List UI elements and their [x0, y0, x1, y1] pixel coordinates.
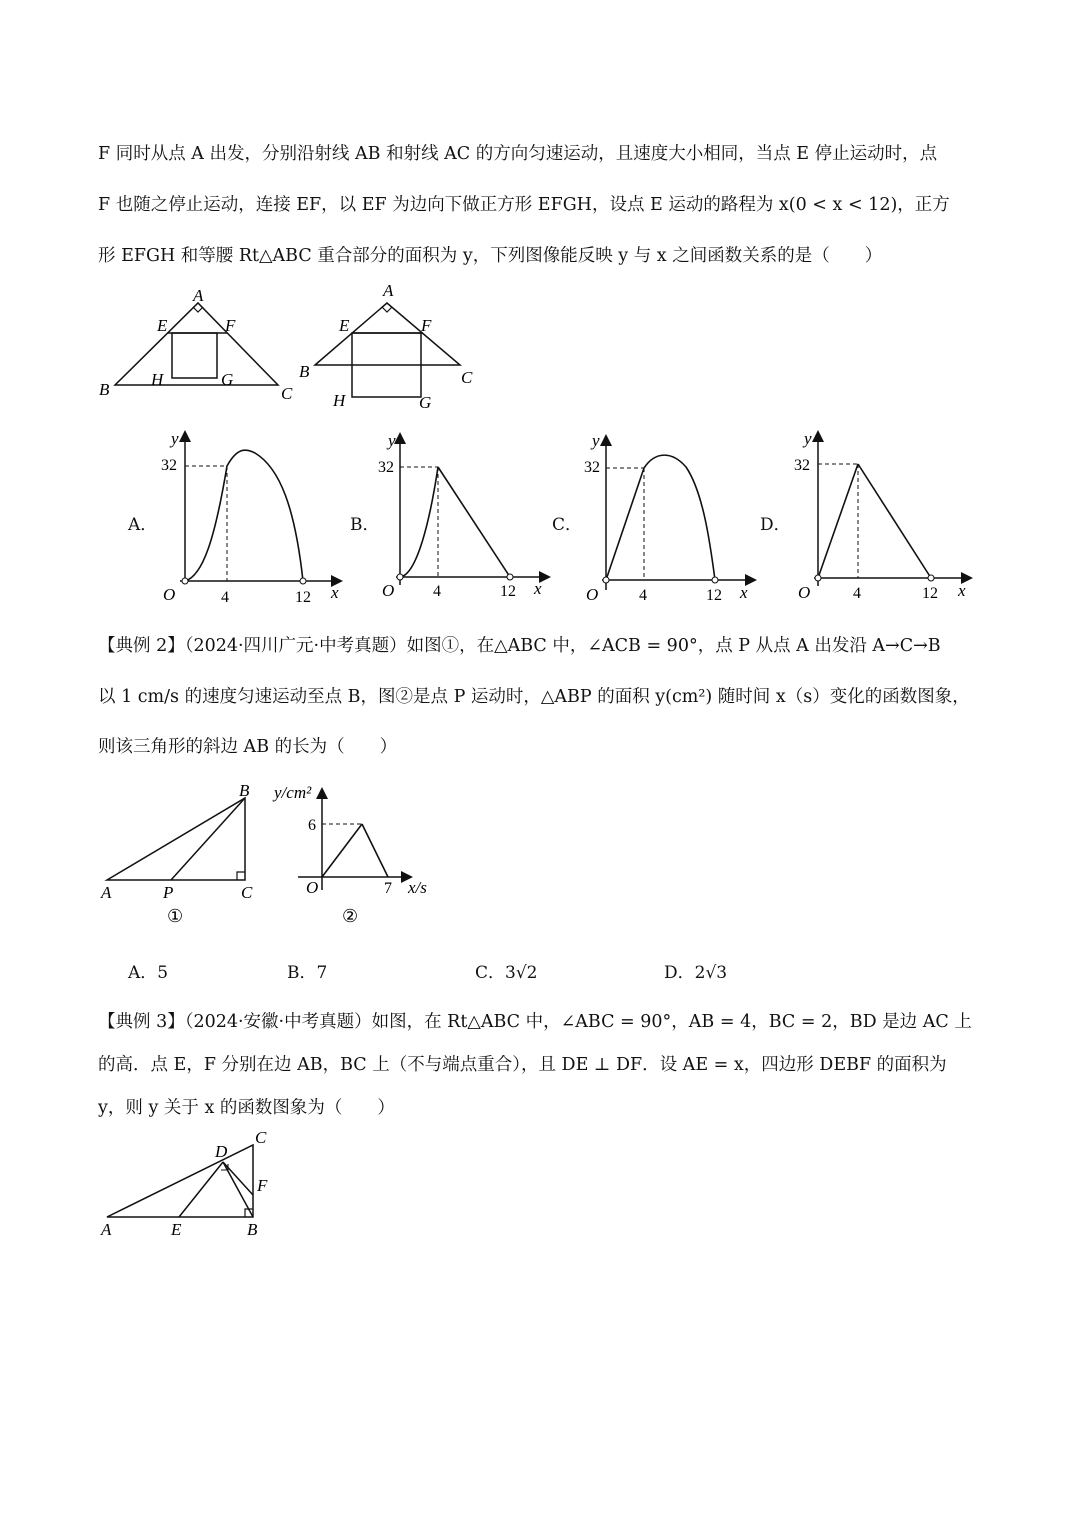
x-axis-label: x: [534, 579, 542, 598]
q2-answer-b: B．7: [287, 963, 328, 983]
x-axis-label: x/s: [408, 878, 427, 897]
x-tick-12: 12: [706, 587, 722, 604]
q2-answer-d: D．2√3: [664, 963, 728, 983]
label-F: F: [225, 316, 236, 335]
x-tick-12: 12: [922, 585, 938, 602]
x-axis-label: x: [740, 583, 748, 602]
label-B: B: [299, 362, 310, 381]
q2-answer-a: A．5: [128, 963, 169, 983]
y-axis-label: y: [592, 432, 600, 450]
graph-option-d: [790, 428, 980, 613]
x-axis-label: x: [958, 581, 966, 600]
option-b-label: B．: [350, 515, 380, 535]
label-P: P: [163, 883, 174, 902]
q1-triangle-figure-2: [295, 280, 485, 415]
x-tick-12: 12: [295, 589, 311, 606]
label-B: B: [247, 1220, 258, 1239]
y-tick-32: 32: [161, 457, 177, 474]
q1-triangle-figure-1: [95, 285, 305, 405]
graph-option-b: [372, 430, 562, 610]
q1-line-3: 形 EFGH 和等腰 Rt△ABC 重合部分的面积为 y，下列图像能反映 y 与 x 之间函数关系的是（ ）: [98, 246, 883, 266]
label-B: B: [99, 380, 110, 399]
label-F: F: [257, 1176, 268, 1195]
label-G: G: [221, 370, 234, 389]
q2-line-2: 以 1 cm/s 的速度匀速运动至点 B，图②是点 P 运动时，△ABP 的面积 y(cm²) 随时间 x（s）变化的函数图象，: [98, 687, 970, 707]
graph-option-c: [578, 432, 768, 612]
x-tick-4: 4: [639, 587, 647, 604]
label-D: D: [215, 1142, 228, 1161]
label-H: H: [151, 370, 164, 389]
y-tick-32: 32: [378, 459, 394, 476]
label-E: E: [171, 1220, 182, 1239]
label-G: G: [419, 393, 432, 412]
q3-line-1: 【典例 3】（2024·安徽·中考真题）如图，在 Rt△ABC 中，∠ABC = 90°，AB = 4，BC = 2，BD 是边 AC 上: [98, 1012, 972, 1032]
y-axis-label: y: [804, 429, 812, 448]
q2-answer-c: C．3√2: [475, 963, 538, 983]
origin-label: O: [163, 585, 176, 604]
label-A: A: [101, 1220, 112, 1239]
x-tick-4: 4: [853, 585, 861, 602]
label-F: F: [421, 316, 432, 335]
q3-figure: [95, 1125, 285, 1245]
option-d-label: D．: [760, 515, 791, 535]
y-tick-6: 6: [308, 817, 316, 834]
origin-label: O: [798, 583, 811, 602]
x-axis-label: x: [331, 583, 339, 602]
label-C: C: [461, 368, 473, 387]
label-E: E: [157, 316, 168, 335]
y-axis-label: y/cm²: [274, 783, 312, 802]
q2-figure-2-graph: [270, 780, 445, 930]
origin-label: O: [382, 581, 395, 600]
label-A: A: [101, 883, 112, 902]
x-tick-12: 12: [500, 583, 516, 600]
x-tick-4: 4: [433, 583, 441, 600]
option-c-label: C．: [552, 515, 583, 535]
label-A: A: [383, 281, 394, 300]
x-tick-7: 7: [384, 880, 392, 897]
origin-label: O: [586, 585, 599, 604]
label-H: H: [333, 391, 346, 410]
q3-line-3: y，则 y 关于 x 的函数图象为（ ）: [98, 1098, 395, 1118]
origin-label: O: [306, 878, 319, 897]
q1-line-2: F 也随之停止运动，连接 EF，以 EF 为边向下做正方形 EFGH，设点 E 运动的路程为 x(0 < x < 12)，正方: [98, 195, 950, 215]
x-tick-4: 4: [221, 589, 229, 606]
q1-line-1: F 同时从点 A 出发，分别沿射线 AB 和射线 AC 的方向匀速运动，且速度大小相同，当点 E 停止运动时，点: [98, 144, 938, 164]
q2-line-1: 【典例 2】（2024·四川广元·中考真题）如图①，在△ABC 中，∠ACB = 90°，点 P 从点 A 出发沿 A→C→B: [98, 636, 941, 656]
y-axis-label: y: [171, 429, 179, 448]
y-tick-32: 32: [584, 459, 600, 476]
q3-line-2: 的高．点 E，F 分别在边 AB，BC 上（不与端点重合），且 DE ⊥ DF．设 AE = x，四边形 DEBF 的面积为: [98, 1055, 947, 1075]
q2-line-3: 则该三角形的斜边 AB 的长为（ ）: [98, 737, 398, 757]
label-C: C: [281, 384, 293, 403]
y-tick-32: 32: [794, 457, 810, 474]
option-a-label: A．: [128, 515, 158, 535]
figure-2-marker: ②: [342, 906, 359, 926]
q2-figure-1: [95, 780, 275, 930]
label-C: C: [241, 883, 253, 902]
figure-1-marker: ①: [167, 906, 184, 926]
label-A: A: [193, 286, 204, 305]
graph-option-a: [155, 428, 355, 608]
y-axis-label: y: [388, 431, 396, 450]
label-E: E: [339, 316, 350, 335]
label-B: B: [239, 781, 250, 800]
label-C: C: [255, 1128, 267, 1147]
